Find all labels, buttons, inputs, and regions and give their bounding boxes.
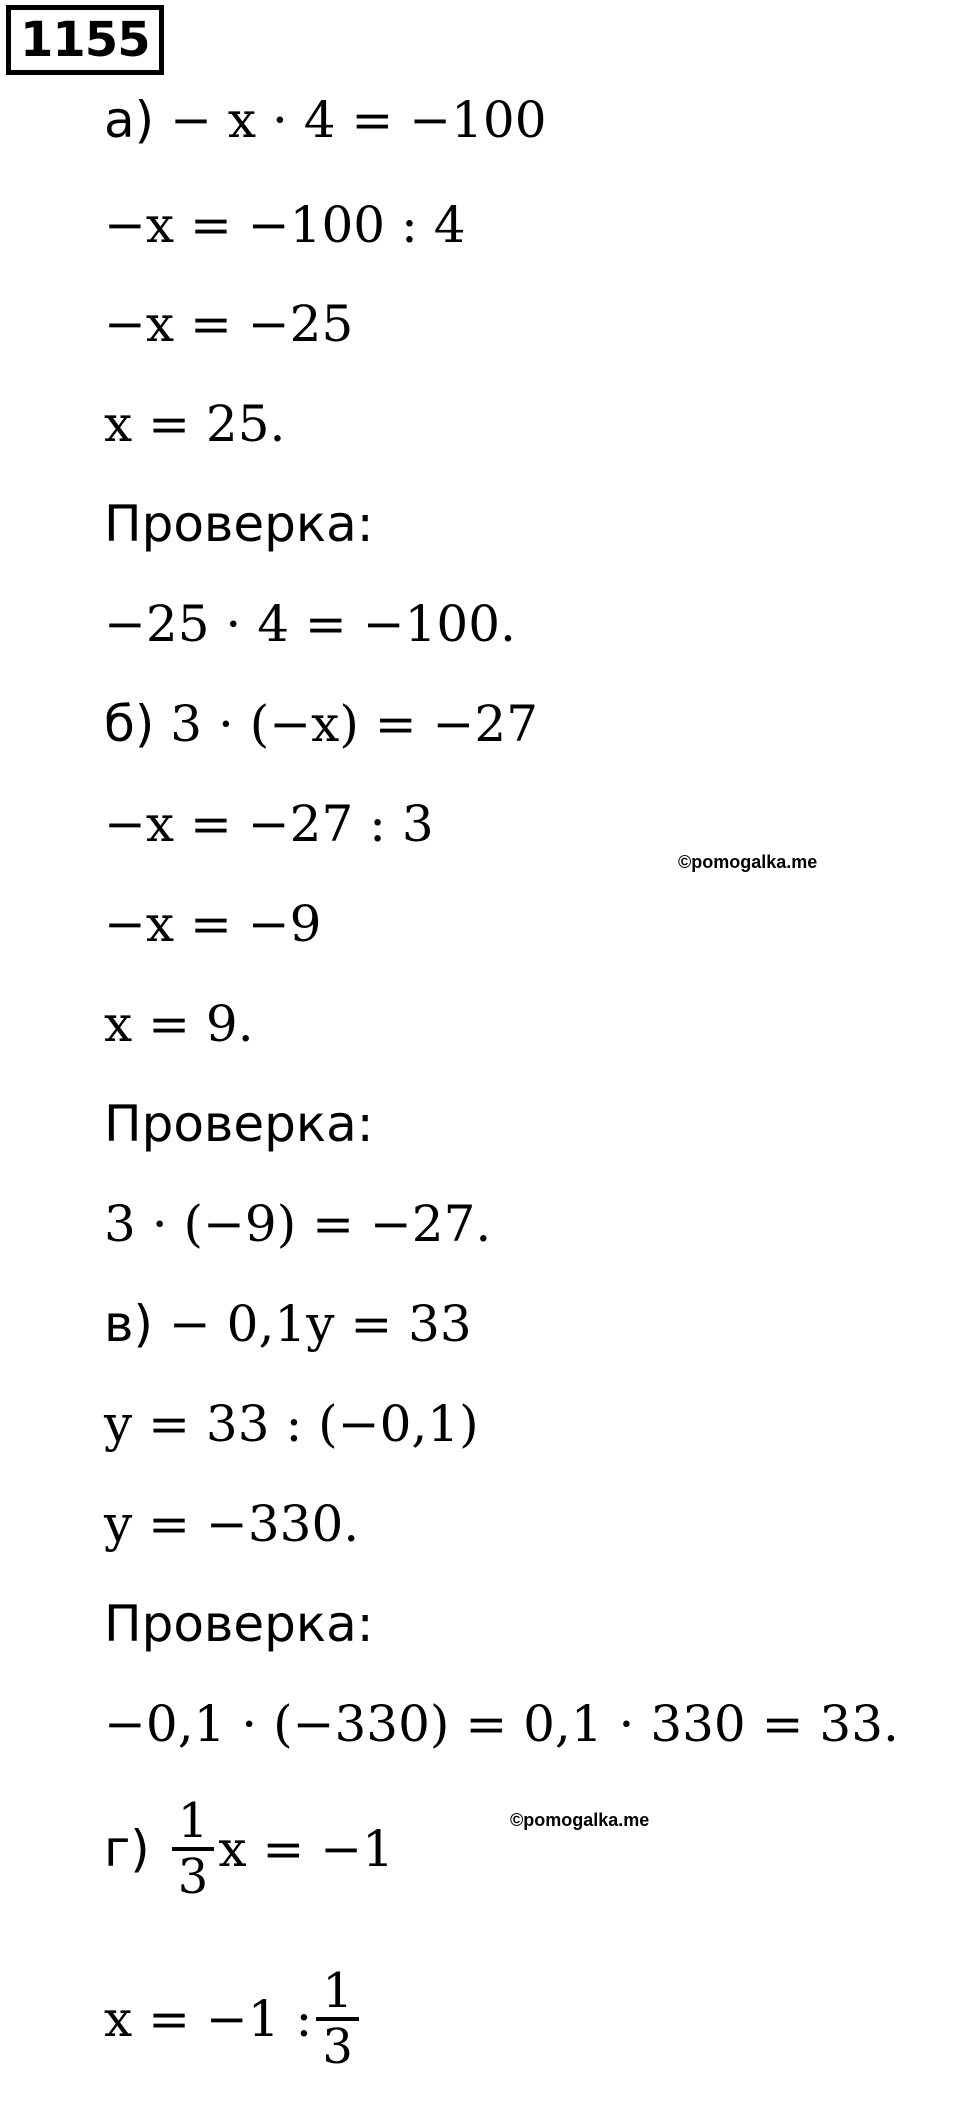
part-g-eq1-rest: x = −1 xyxy=(218,1820,394,1878)
part-b-equation-1 xyxy=(104,694,538,754)
part-b-label: б) xyxy=(104,695,155,753)
part-a-label: а) xyxy=(104,91,155,149)
fraction xyxy=(316,1965,359,2073)
task-number-box: 1155 xyxy=(6,5,164,75)
part-b-equation-2: −x = −27 : 3 xyxy=(104,795,434,853)
fraction-numerator: 1 xyxy=(316,1965,359,2021)
part-v-equation-1 xyxy=(104,1294,472,1354)
part-g-label: г) xyxy=(104,1820,150,1878)
watermark: ©pomogalka.me xyxy=(510,1810,650,1830)
part-b-check-label: Проверка: xyxy=(104,1095,374,1153)
part-v-check: −0,1 · (−330) = 0,1 · 330 = 33. xyxy=(104,1695,899,1753)
part-a-equation-3: −x = −25 xyxy=(104,295,354,353)
part-a-equation-4: x = 25. xyxy=(104,395,286,453)
part-g-equation-2 xyxy=(104,1965,363,2073)
part-a-equation-2: −x = −100 : 4 xyxy=(104,196,466,254)
part-v-eq1: − 0,1y = 33 xyxy=(168,1295,472,1353)
part-v-equation-2: y = 33 : (−0,1) xyxy=(104,1395,479,1453)
part-a-eq1: − x · 4 = −100 xyxy=(170,91,547,149)
part-b-eq1: 3 · (−x) = −27 xyxy=(170,695,539,753)
part-v-equation-3: y = −330. xyxy=(104,1495,360,1553)
fraction-denominator: 3 xyxy=(177,1849,209,1905)
part-v-check-label: Проверка: xyxy=(104,1595,374,1653)
part-a-check: −25 · 4 = −100. xyxy=(104,595,516,653)
part-v-label: в) xyxy=(104,1295,153,1353)
part-g-eq2-left: x = −1 : xyxy=(104,1990,313,2048)
fraction-denominator: 3 xyxy=(322,2019,353,2075)
part-a-equation-1 xyxy=(104,90,547,150)
fraction-numerator: 1 xyxy=(172,1795,215,1851)
fraction xyxy=(172,1795,215,1903)
part-b-equation-4: x = 9. xyxy=(104,995,254,1053)
watermark: ©pomogalka.me xyxy=(678,852,818,872)
part-b-equation-3: −x = −9 xyxy=(104,895,322,953)
part-g-equation-1 xyxy=(104,1795,394,1903)
part-a-check-label: Проверка: xyxy=(104,495,374,553)
part-b-check: 3 · (−9) = −27. xyxy=(104,1195,492,1253)
